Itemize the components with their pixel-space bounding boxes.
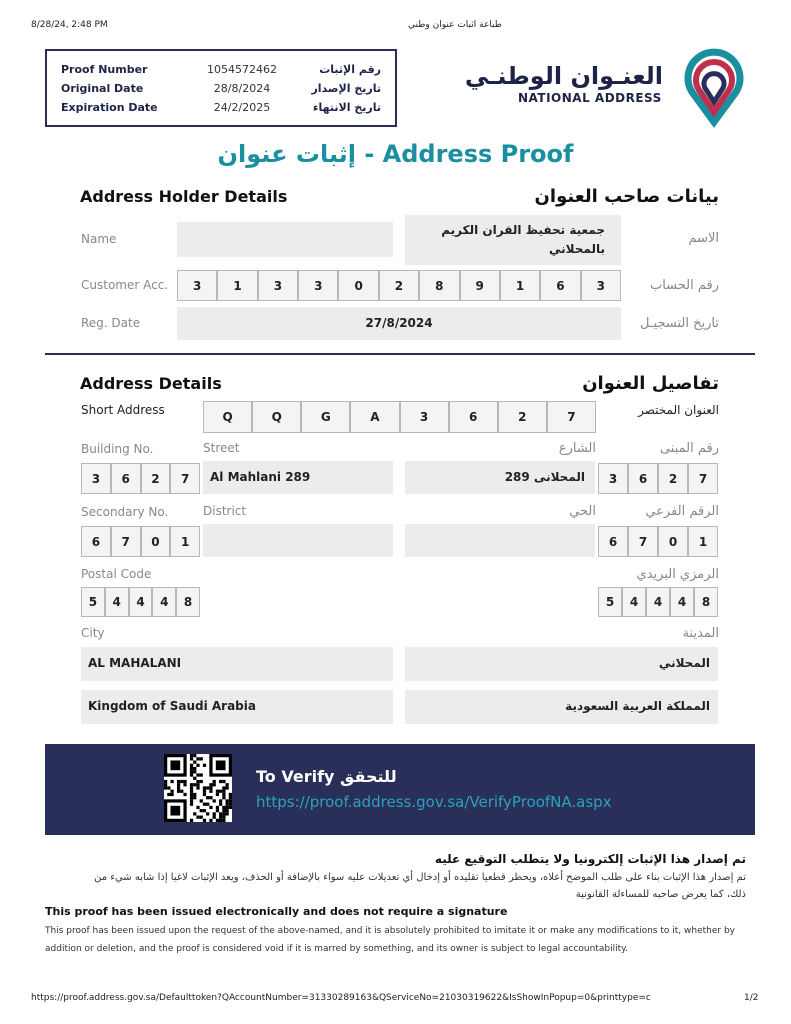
acc-digit-2: 3 — [258, 270, 298, 301]
building-digit-ar-0: 3 — [598, 463, 628, 494]
original-date-row — [47, 82, 395, 100]
postal-digit-0: 5 — [81, 587, 105, 617]
acc-digit-4: 0 — [338, 270, 378, 301]
building-no-label-ar: رقم المبنى — [659, 441, 719, 456]
country-value-en: Kingdom of Saudi Arabia — [88, 699, 256, 713]
city-field-en — [81, 647, 393, 681]
logo-text-ar: العنـوان الوطنـي — [464, 62, 663, 90]
note-text-en-line2: addition or deletion, and the proof is considered void if it is marred by something, and its owner is subject to legal accountability. — [45, 944, 629, 954]
reg-date-label-ar: تاريخ التسجيـل — [639, 316, 719, 331]
secondary-digit-ar-3: 1 — [688, 526, 718, 557]
original-date-label-ar: تاريخ الإصدار — [311, 82, 381, 95]
note-title-en: This proof has been issued electronically and does not require a signature — [45, 905, 508, 918]
name-field-ar — [405, 215, 621, 265]
building-digit-2: 2 — [141, 463, 171, 494]
secondary-no-cells — [81, 526, 200, 557]
postal-digit-ar-1: 4 — [622, 587, 646, 617]
country-value-ar: المملكة العربية السعودية — [565, 699, 710, 713]
reg-date-field — [177, 307, 621, 340]
address-heading-ar: تفاصيل العنوان — [582, 373, 719, 394]
acc-digit-7: 9 — [460, 270, 500, 301]
verify-title: To Verify للتحقق — [256, 767, 397, 786]
acc-digit-0: 3 — [177, 270, 217, 301]
postal-digit-ar-2: 4 — [646, 587, 670, 617]
acc-digit-8: 1 — [500, 270, 540, 301]
building-no-cells-ar — [598, 463, 718, 494]
customer-acc-cells — [177, 270, 621, 301]
short-address-cells — [203, 401, 596, 433]
postal-digit-3: 4 — [152, 587, 176, 617]
name-label-ar: الاسم — [688, 231, 719, 246]
note-text-ar-line2: ذلك، كما يعرض صاحبه للمساءلة القانونية — [575, 889, 746, 900]
secondary-digit-1: 7 — [111, 526, 141, 557]
short-char-0: Q — [203, 401, 252, 433]
expiration-date-label: Expiration Date — [61, 101, 158, 114]
name-value-line1: جمعية تحفيظ القران الكريم — [441, 223, 605, 237]
short-address-label-ar: العنوان المختصر — [638, 403, 719, 417]
secondary-no-label-ar: الرقم الفرعي — [645, 504, 719, 519]
acc-digit-3: 3 — [298, 270, 338, 301]
page-number: 1/2 — [744, 993, 759, 1003]
secondary-digit-2: 0 — [141, 526, 171, 557]
building-digit-ar-1: 6 — [628, 463, 658, 494]
section-divider — [45, 353, 755, 355]
postal-digit-ar-0: 5 — [598, 587, 622, 617]
expiration-date-value: 24/2/2025 — [213, 101, 271, 114]
building-digit-ar-3: 7 — [688, 463, 718, 494]
acc-digit-9: 6 — [540, 270, 580, 301]
short-char-4: 3 — [400, 401, 449, 433]
secondary-digit-3: 1 — [170, 526, 200, 557]
acc-digit-1: 1 — [217, 270, 257, 301]
short-address-label: Short Address — [81, 403, 165, 417]
building-no-cells — [81, 463, 200, 494]
expiration-date-row — [47, 101, 395, 119]
postal-digit-4: 8 — [176, 587, 200, 617]
print-datetime: 8/28/24, 2:48 PM — [31, 20, 108, 30]
street-value-ar: المحلانى 289 — [504, 470, 585, 484]
short-char-7: 7 — [547, 401, 596, 433]
street-label: Street — [203, 441, 240, 455]
secondary-digit-ar-1: 7 — [628, 526, 658, 557]
street-field-en — [203, 461, 393, 494]
name-value-line2: بالمحلاني — [549, 242, 605, 256]
short-char-1: Q — [252, 401, 301, 433]
customer-acc-label: Customer Acc. — [81, 278, 169, 292]
verify-banner — [45, 744, 755, 835]
short-char-2: G — [301, 401, 350, 433]
name-field-en — [177, 222, 393, 257]
note-text-ar-line1: تم إصدار هذا الإثبات بناء على طلب الموضح أعلاه، ويحظر قطعيا تقليده أو إدخال أي تعديلات عليه سواء بالإضافة أو الحذف، ويعد الإثبات لاغيا إذا شابه شيء من — [94, 872, 746, 883]
building-digit-1: 6 — [111, 463, 141, 494]
reg-date-value: 27/8/2024 — [365, 316, 433, 330]
holder-heading-en: Address Holder Details — [80, 187, 288, 206]
short-char-5: 6 — [449, 401, 498, 433]
verify-link[interactable]: https://proof.address.gov.sa/VerifyProofNA.aspx — [256, 793, 612, 811]
proof-number-label-ar: رقم الإثبات — [319, 63, 381, 76]
proof-info-box — [45, 49, 397, 127]
expiration-date-label-ar: تاريخ الانتهاء — [312, 101, 381, 114]
secondary-digit-0: 6 — [81, 526, 111, 557]
district-field-en — [203, 524, 393, 557]
secondary-digit-ar-2: 0 — [658, 526, 688, 557]
short-char-3: A — [350, 401, 399, 433]
postal-code-cells-ar — [598, 587, 718, 617]
postal-digit-1: 4 — [105, 587, 129, 617]
name-label: Name — [81, 232, 117, 246]
acc-digit-6: 8 — [419, 270, 459, 301]
customer-acc-label-ar: رقم الحساب — [649, 278, 719, 293]
district-label-ar: الحي — [569, 504, 596, 519]
note-text-en-line1: This proof has been issued upon the request of the above-named, and it is absolutely prohibited to imitate it or make any modifications to it, whether by — [45, 926, 735, 936]
street-field-ar — [405, 461, 595, 494]
original-date-value: 28/8/2024 — [213, 82, 271, 95]
secondary-no-cells-ar — [598, 526, 718, 557]
building-digit-0: 3 — [81, 463, 111, 494]
district-label: District — [203, 504, 247, 518]
holder-heading-ar: بيانات صاحب العنوان — [534, 186, 719, 207]
acc-digit-10: 3 — [581, 270, 621, 301]
short-char-6: 2 — [498, 401, 547, 433]
city-value-ar: المحلاني — [658, 656, 710, 670]
note-title-ar: تم إصدار هذا الإثبات إلكترونيا ولا يتطلب التوقيع عليه — [434, 852, 746, 866]
building-digit-3: 7 — [170, 463, 200, 494]
postal-digit-ar-3: 4 — [670, 587, 694, 617]
postal-code-cells — [81, 587, 200, 617]
postal-digit-2: 4 — [129, 587, 153, 617]
original-date-label: Original Date — [61, 82, 144, 95]
city-value-en: AL MAHALANI — [88, 656, 182, 670]
building-no-label: Building No. — [81, 442, 154, 456]
building-digit-ar-2: 2 — [658, 463, 688, 494]
footer-url: https://proof.address.gov.sa/Defaulttoken?QAccountNumber=31330289163&QServiceNo=21030319622&IsShowInPopup=0&printtype=c — [31, 993, 651, 1003]
street-value-en: Al Mahlani 289 — [210, 470, 311, 484]
page-title: إثبات عنوان - Address Proof — [217, 140, 574, 168]
print-doc-title: طباعة اثبات عنوان وطني — [408, 20, 502, 30]
city-field-ar — [405, 647, 718, 681]
postal-digit-ar-4: 8 — [694, 587, 718, 617]
district-field-ar — [405, 524, 595, 557]
qr-code-icon — [164, 754, 232, 822]
secondary-no-label: Secondary No. — [81, 505, 169, 519]
acc-digit-5: 2 — [379, 270, 419, 301]
address-heading-en: Address Details — [80, 374, 222, 393]
country-field-en — [81, 690, 393, 724]
postal-code-label-ar: الرمزي البريدي — [636, 567, 719, 582]
proof-number-label: Proof Number — [61, 63, 148, 76]
city-label: City — [81, 626, 105, 640]
reg-date-label: Reg. Date — [81, 316, 141, 330]
country-field-ar — [405, 690, 718, 724]
proof-number-row — [47, 63, 395, 81]
postal-code-label: Postal Code — [81, 567, 152, 581]
national-address-logo-icon — [672, 44, 756, 128]
city-label-ar: المدينة — [682, 626, 719, 641]
street-label-ar: الشارع — [558, 441, 596, 456]
secondary-digit-ar-0: 6 — [598, 526, 628, 557]
proof-number-value: 1054572462 — [207, 63, 277, 76]
logo-text-en: NATIONAL ADDRESS — [518, 91, 662, 105]
